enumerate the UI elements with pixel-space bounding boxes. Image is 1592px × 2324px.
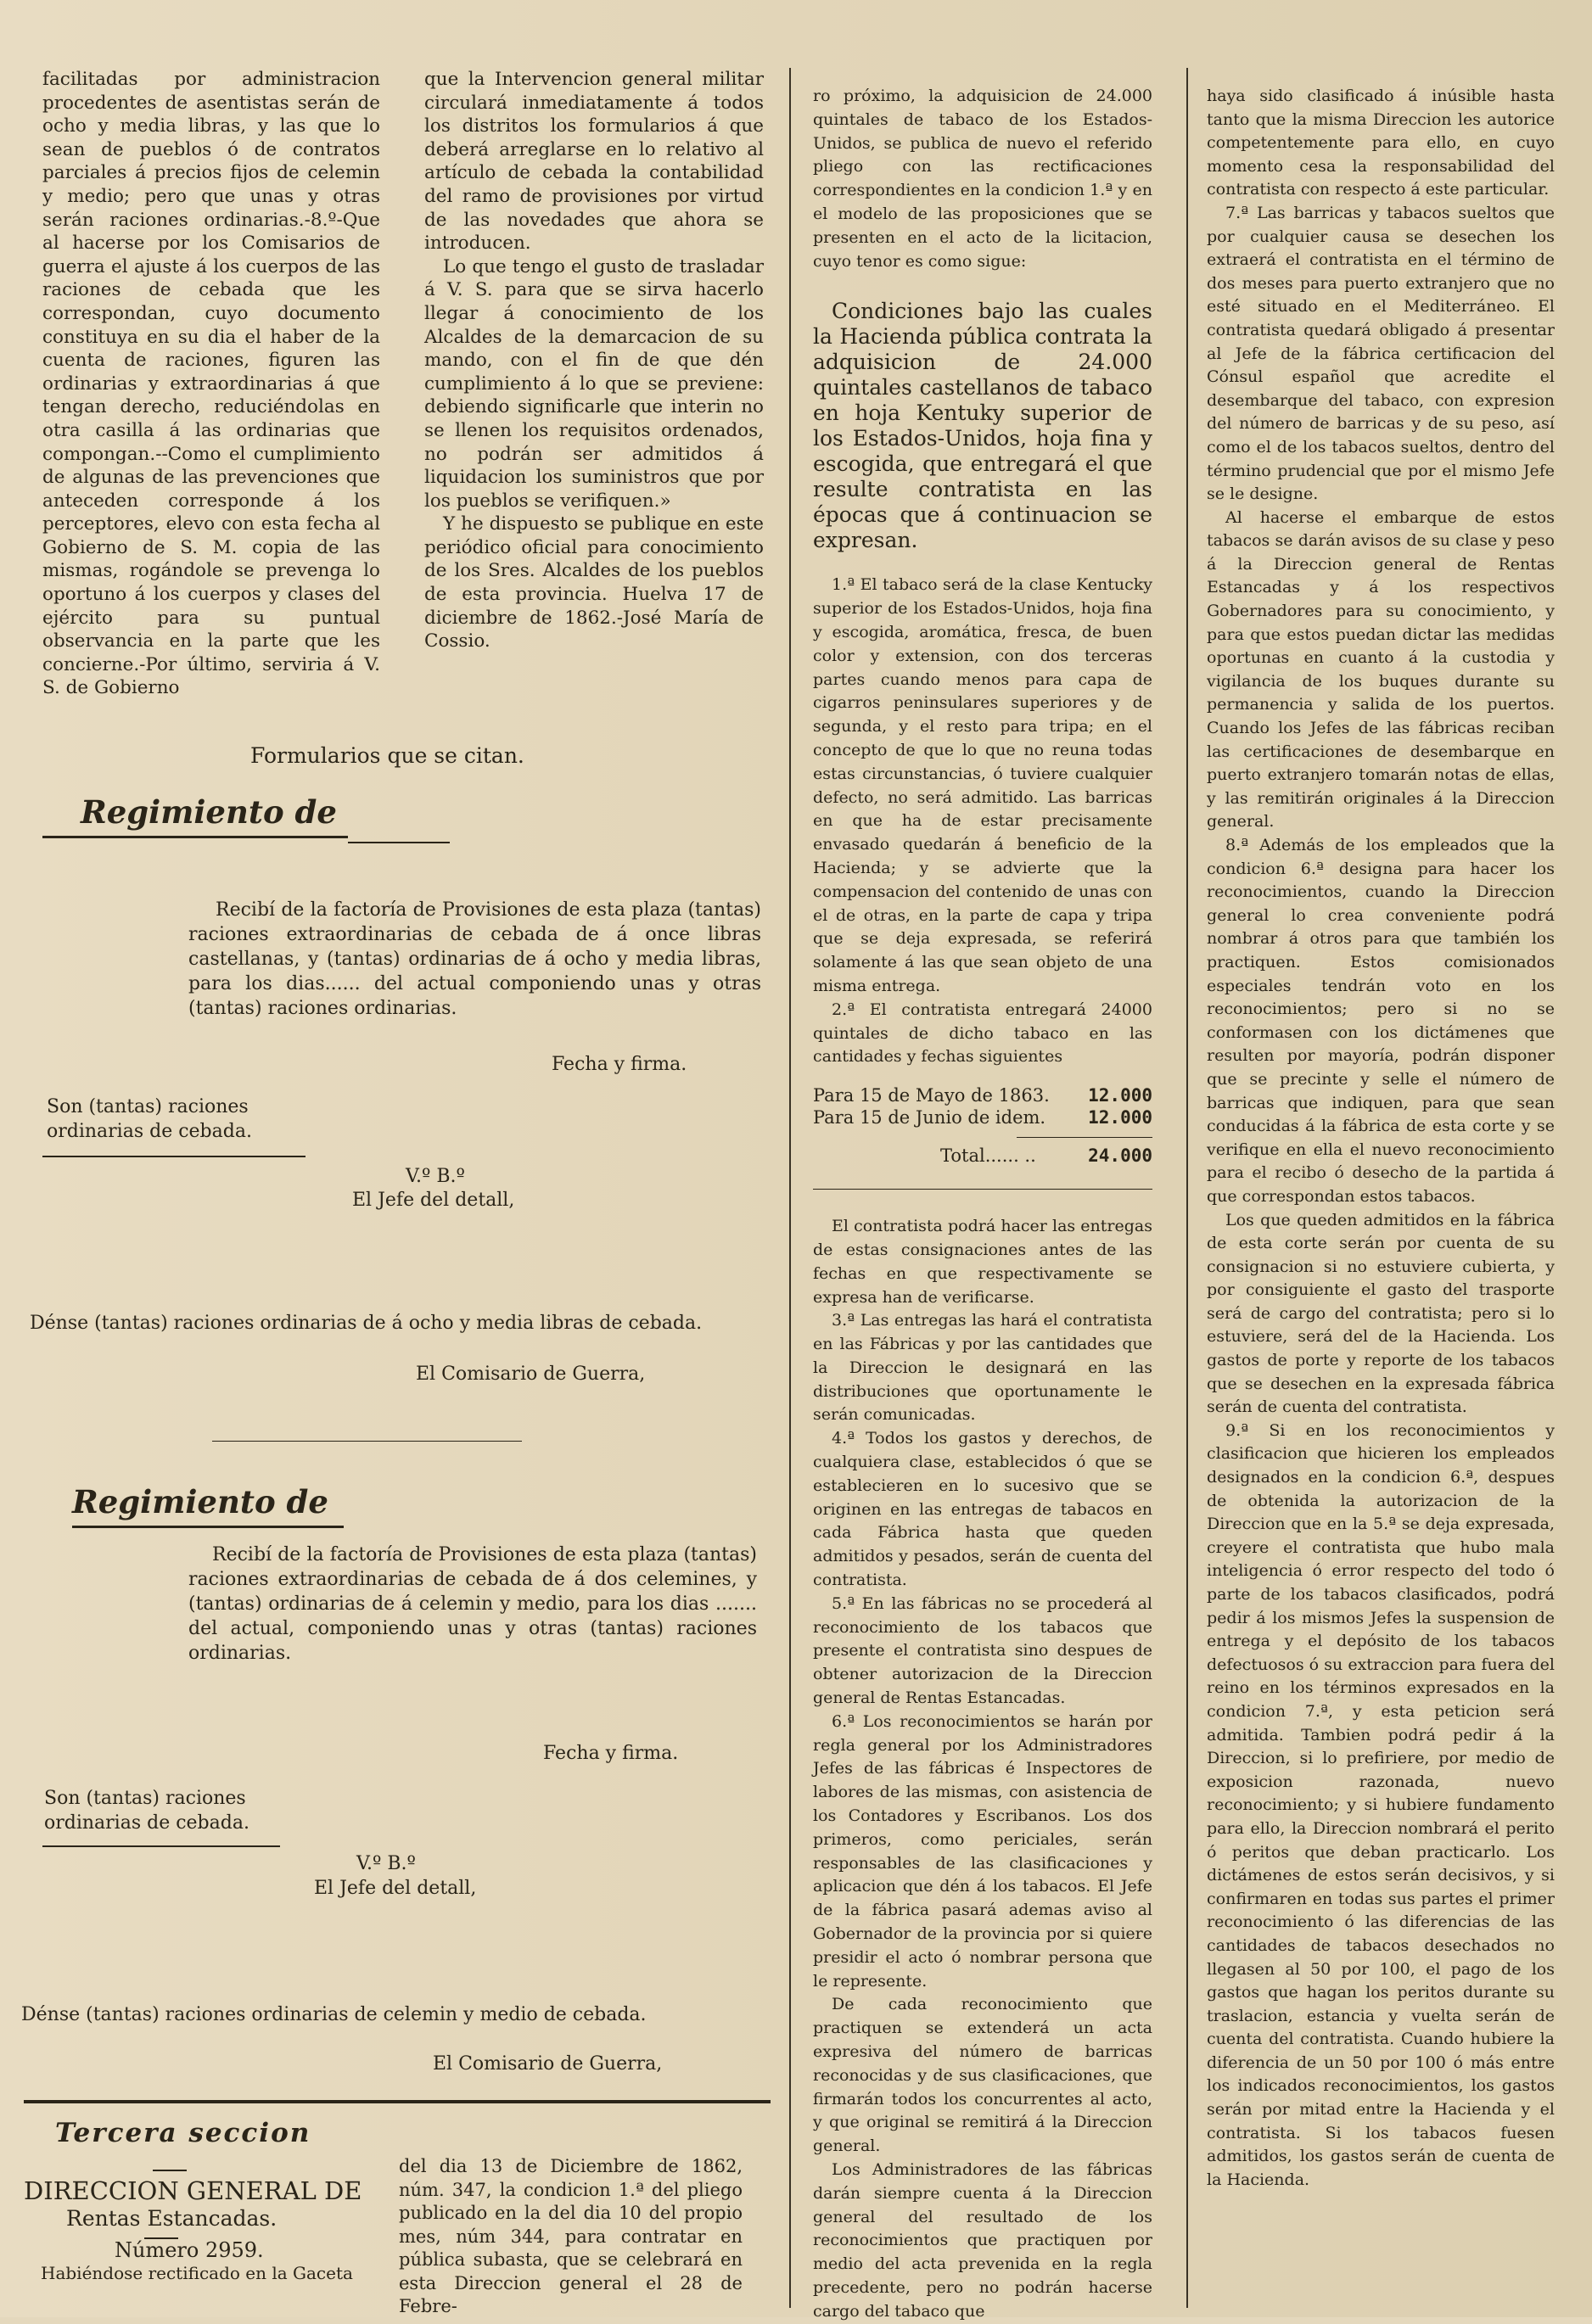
form2-jefe: El Jefe del detall, xyxy=(314,1878,477,1899)
col4-paragraph: Al hacerse el embarque de estos tabacos se darán avisos de su clase y peso á la Direccion general de Rentas Estancadas y á los respectivos Gobernadores para su conocimiento, y para que estos puedan dictar las medidas oportunas en cuanto á la custodia y vigilancia de los buques durante su permanencia y salida de los puertos. Cuando los Jefes de las fábricas reciban las certificaciones de desembarque en puerto extranjero tomarán notas de ellas, y las remitirán originales á la Direccion general. xyxy=(1207,507,1555,832)
col1-paragraph: facilitadas por administracion procedentes de asentistas serán de ocho y media libras, y las que lo sean de pueblos ó de contratos parciales á precios fijos de celemin y medio; pero que unas y otras serán raciones ordinarias.-8.º-Que al hacerse por los Comisarios de guerra el ajuste á los cuerpos de las raciones de cebada que les correspondan, cuyo documento constituya en su dia el haber de la cuenta de raciones, figuren las ordinarias y extraordinarias á que tengan derecho, reduciéndolas en otra casilla á las ordinarias que compongan.--Como el cumplimiento de algunas de las prevenciones que anteceden corresponde á los perceptores, elevo con esta fecha al Gobierno de S. M. copia de las mismas, rogándole se prevenga lo oportuno á los cuerpos y clases del ejército para su puntual observancia en la parte que les concierne.-Por último, serviria á V. S. de Gobierno xyxy=(42,69,380,699)
form1-heading-tail xyxy=(348,842,450,843)
schedule-amount: 12.000 xyxy=(1088,1107,1152,1128)
condition-7: 7.ª Las barricas y tabacos sueltos que por cualquier causa se desechen los extraerá el contratista en el término de dos meses para puerto extranjero que no esté situado en el Mediterráneo. El contratista quedará obligado á presentar al Jefe de la fábrica certificacion del Cónsul español que acredite el desembarque del tabaco, con expresion del número de barricas y de su peso, así como el de los tabacos sueltos, dentro del término prudencial que por el mismo Jefe se le designe. xyxy=(1207,203,1555,504)
col3-after-schedule: El contratista podrá hacer las entregas de estas consignaciones antes de las fechas en que respectivamente se expresa han de verificarse. xyxy=(813,1217,1152,1307)
form2-comisario: El Comisario de Guerra, xyxy=(433,2053,663,2075)
form2-dense: Dénse (tantas) raciones ordinarias de celemin y medio de cebada. xyxy=(21,2004,647,2025)
condition-5: 5.ª En las fábricas no se procederá al reconocimiento de los tabacos que presente el contratista sino despues de obtener autorizacion de la Direccion general de Rentas Estancadas. xyxy=(813,1593,1152,1708)
formularios-title: Formularios que se citan. xyxy=(250,743,524,768)
form1-heading: Regimiento de xyxy=(81,793,337,831)
col2-paragraph-2: Lo que tengo el gusto de trasladar á V. S. para que se sirva hacerlo llegar á conocimiento de los Alcaldes de la demarcacion de su mando, con el fin de que dén cumplimiento á lo que se previene: debiendo significarle que interin no se llenen los requisitos ordenados, no podrán ser admitidos á liquidacion los suministros que por los pueblos se verifiquen.» xyxy=(424,255,764,512)
col3-paragraph: Los Administradores de las fábricas darán siempre cuenta á la Direccion general del resultado de los reconocimientos que practiquen por medio del acta prevenida en la regla precedente, pero no podrán hacerse cargo del tabaco que xyxy=(813,2159,1152,2321)
delivery-schedule xyxy=(813,1084,1152,1190)
section-rule xyxy=(24,2100,771,2103)
form1-sign: Fecha y firma. xyxy=(552,1054,687,1075)
form2-son: Son (tantas) raciones ordinarias de cebada. xyxy=(44,1788,249,1834)
condition-2: 2.ª El contratista entregará 24000 quintales de dicho tabaco en las cantidades y fechas siguientes xyxy=(813,1000,1152,1067)
column-rule-4 xyxy=(1186,68,1188,2308)
condition-1: 1.ª El tabaco será de la clase Kentucky superior de los Estados-Unidos, hoja fina y escogida, aromática, fresca, de buen color y extension, con dos terceras partes cuando menos para capa de cigarros peninsulares superiores y de segunda, y el resto para tripa; en el concepto de que lo que no reuna todas estas circunstancias, ó tuviere cualquier defecto, no será admitido. Las barricas en que ha de estar precisamente envasado quedarán á beneficio de la Hacienda; y se advierte que la compensacion del contenido de unas con el de otras, en la parte de capa y tripa que se deja expresada, se referirá solamente á las que sean objeto de una misma entrega. xyxy=(813,575,1152,995)
condition-8: 8.ª Además de los empleados que la condicion 6.ª designa para hacer los reconocimientos, cuando la Direccion general lo crea conveniente podrá nombrar á otros para que también los practiquen. Estos comisionados especiales tendrán voto en los reconocimientos; pero si no se conformasen con los dictámenes que resulten por mayoría, podrán disponer que se precinte y selle el número de barricas que indiquen, para que sean conducidas á la fábrica de esta corte y se verifique en ella el nuevo reconocimiento para el recibo ó desecho de la partida á que correspondan estos tabacos. xyxy=(1207,836,1555,1206)
column-4 xyxy=(1207,85,1555,2192)
form1-jefe: El Jefe del detall, xyxy=(352,1190,515,1211)
condition-6: 6.ª Los reconocimientos se harán por regla general por los Administradores Jefes de las fábricas é Inspectores de labores de las mismas, con asistencia de los Contadores y Escribanos. Los dos primeros, como periciales, serán responsables de las clasificaciones y aplicacion que dén á los tabacos. El Jefe de la fábrica pasará ademas aviso al Gobernador de la provincia por si quiere presidir el acto ó nombrar persona que le represente. xyxy=(813,1711,1152,1991)
form1-dense: Dénse (tantas) raciones ordinarias de á ocho y media libras de cebada. xyxy=(30,1313,703,1334)
form1-son: Son (tantas) raciones ordinarias de cebada. xyxy=(47,1096,252,1142)
form1-heading-rule xyxy=(42,836,348,838)
condition-9: 9.ª Si en los reconocimientos y clasificacion que hicieren los empleados designados en la condicion 6.ª, despues de obtenida la autorizacion de la Direccion que en la 5.ª se deja expresada, creyere el contratista que hubo mala inteligencia ó error respecto del todo ó parte de los tabacos clasificados, podrá pedir á los mismos Jefes la suspension de entrega y el depósito de los tabacos defectuosos ó su extraccion para fuera del reino en los términos expresados en la condicion 7.ª, y esta peticion será admitida. Tambien podrá pedir á la Direccion, si lo prefiriere, por medio de exposicion razonada, nuevo reconocimiento; y si hubiere fundamento para ello, la Direccion nombrará el perito ó peritos que deban practicarlo. Los dictámenes de estos serán decisivos, y si confirmaren en todas sus partes el primer reconocimiento ó las diferencias de las cantidades de tabacos desechados no llegasen al 50 por 100, el pago de los gastos que hagan los peritos durante su traslacion, estancia y vuelta serán de cuenta del contratista. Cuando hubiere la diferencia de un 50 por 100 ó más entre los indicados reconocimientos, los gastos serán por mitad entre la Hacienda y el contratista. Si los tabacos fuesen admitidos, los gastos serán de cuenta de la Hacienda. xyxy=(1207,1420,1555,2189)
col4-paragraph: Los que queden admitidos en la fábrica de esta corte serán por cuenta de su consignacion si no estuviere cubierta, y por consiguiente el gasto del trasporte será de cargo del contratista; pero si lo estuviere, será del de la Hacienda. Los gastos de porte y reporte de los tabacos que se desechen en la expresada fábrica serán de cuenta del contratista. xyxy=(1207,1210,1555,1417)
form2-vb: V.º B.º xyxy=(356,1853,416,1874)
tercera-org1: DIRECCION GENERAL DE xyxy=(24,2176,362,2205)
tercera-rule-short xyxy=(153,2170,187,2171)
col2-paragraph-3: Y he dispuesto se publique en este periódico oficial para conocimiento de los Sres. Alcaldes de los pueblos de esta provincia. Huelva 17 de diciembre de 1862.-José María de Cossio. xyxy=(424,513,764,652)
tercera-cont: del dia 13 de Diciembre de 1862, núm. 347, la condicion 1.ª del pliego publicado en la del dia 10 del propio mes, núm 344, para contratar en pública subasta, que se celebrará en esta Direccion general el 28 de Febre- xyxy=(399,2156,743,2316)
conditions-title: Condiciones bajo las cuales la Hacienda pública contrata la adquisicion de 24.000 quintales castellanos de tabaco en hoja Kentuky superior de los Estados-Unidos, hoja fina y escogida, que entregará el que resulte contratista en las épocas que á continuacion se expresan. xyxy=(813,299,1152,553)
schedule-total-row xyxy=(813,1145,1152,1167)
form1-son-rule xyxy=(42,1156,306,1157)
form2-son-rule xyxy=(42,1845,280,1847)
schedule-total: 24.000 xyxy=(1088,1145,1152,1167)
form1-comisario: El Comisario de Guerra, xyxy=(416,1364,646,1385)
schedule-total-label: Total...... .. xyxy=(940,1145,1036,1167)
col4-paragraph: haya sido clasificado á inúsible hasta tanto que la misma Direccion les autorice competentemente para ello, en cuyo momento cesa la responsabilidad del contratista con respecto á este particular. xyxy=(1207,87,1555,199)
column-2 xyxy=(424,68,764,653)
column-1 xyxy=(42,68,380,700)
schedule-row xyxy=(813,1106,1152,1128)
form2-sign: Fecha y firma. xyxy=(543,1743,679,1764)
schedule-row xyxy=(813,1084,1152,1106)
schedule-amount: 12.000 xyxy=(1088,1085,1152,1106)
col2-paragraph-1: que la Intervencion general militar circulará inmediatamente á todos los distritos los formularios á que deberá arreglarse en lo relativo al artículo de cebada la contabilidad del ramo de provisiones por virtud de las novedades que ahora se introducen. xyxy=(424,69,764,255)
schedule-label: Para 15 de Junio de idem. xyxy=(813,1107,1046,1128)
tercera-numero: Número 2959. xyxy=(115,2238,264,2262)
form1-vb: V.º B.º xyxy=(406,1166,465,1187)
column-3 xyxy=(813,85,1152,2324)
condition-4: 4.ª Todos los gastos y derechos, de cualquiera clase, establecidos ó que se establecieren en lo sucesivo que se originen en las entregas de tabacos en cada Fábrica hasta que queden admitidos y pesados, serán de cuenta del contratista. xyxy=(813,1429,1152,1590)
form2-heading-rule xyxy=(72,1526,344,1528)
tercera-org2: Rentas Estancadas. xyxy=(66,2206,277,2231)
col3-intro: ro próximo, la adquisicion de 24.000 quintales de tabaco de los Estados-Unidos, se publica de nuevo el referido pliego con las rectificaciones correspondientes en la condicion 1.ª y en el modelo de las proposiciones que se presenten en el acto de la licitacion, cuyo tenor es como sigue: xyxy=(813,87,1152,271)
form1-body: Recibí de la factoría de Provisiones de esta plaza (tantas) raciones extraordinarias de cebada de á once libras castellanas, y (tantas) ordinarias de á ocho y media libras, para los dias...... del actual componiendo unas y otras (tantas) raciones ordinarias. xyxy=(188,899,761,1019)
tercera-lead: Habiéndose rectificado en la Gaceta xyxy=(41,2263,353,2283)
tercera-title: Tercera seccion xyxy=(55,2118,311,2148)
col3-paragraph: De cada reconocimiento que practiquen se extenderá un acta expresiva del número de barricas reconocidas y de sus clasificaciones, que firmarán todos los concurrentes al acto, y que original se remitirá á la Direccion general. xyxy=(813,1995,1152,2156)
schedule-label: Para 15 de Mayo de 1863. xyxy=(813,1085,1050,1106)
condition-3: 3.ª Las entregas las hará el contratista en las Fábricas y por las cantidades que la Direccion le designará en las distribuciones que oportunamente le serán comunicadas. xyxy=(813,1311,1152,1425)
form2-body: Recibí de la factoría de Provisiones de esta plaza (tantas) raciones extraordinarias de cebada de á dos celemines, y (tantas) ordinarias de á celemin y medio, para los dias ....... del actual, componiendo unas y otras (tantas) raciones ordinarias. xyxy=(188,1544,757,1664)
divider-rule xyxy=(212,1441,522,1442)
column-rule-3 xyxy=(789,68,791,2308)
form2-heading: Regimiento de xyxy=(72,1483,328,1520)
